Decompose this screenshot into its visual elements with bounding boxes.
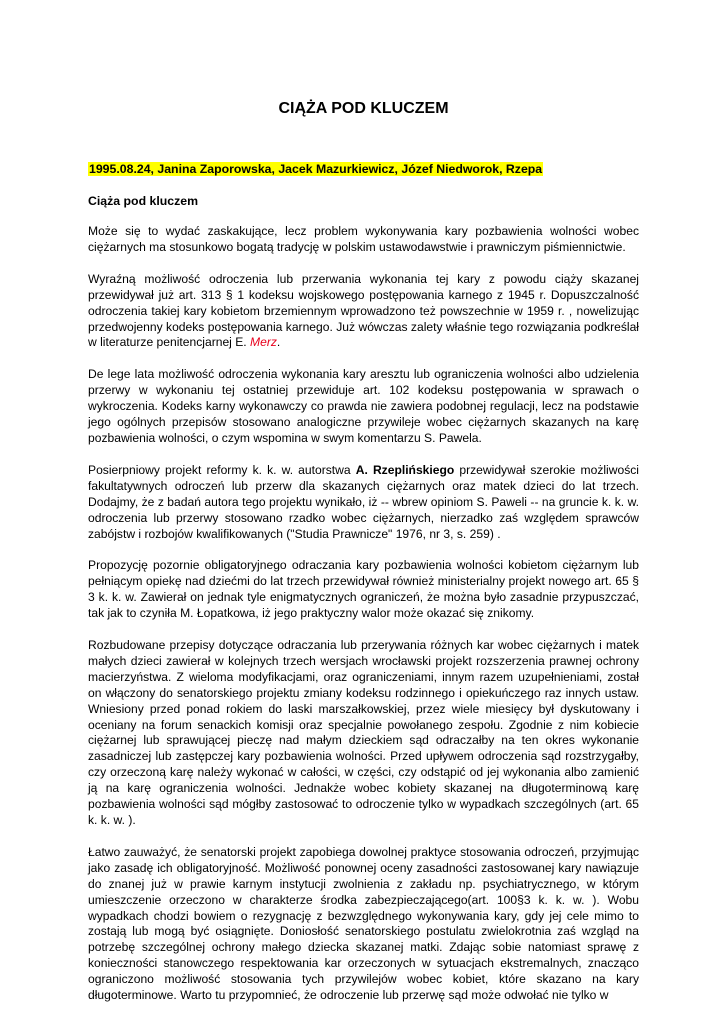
article-body [88, 224, 639, 1020]
author-link-merz[interactable]: Merz [250, 335, 277, 350]
paragraph-2 [88, 272, 639, 352]
paragraph-3: De lege lata możliwość odroczenia wykonania kary aresztu lub ograniczenia wolności albo udzielenia przerwy w wykonaniu tej ostatniej przewiduje art. 102 kodeksu postępowania w sprawach o wykroczenia. Kodeks karny wykonawczy co prawda nie zawiera podobnej regulacji, lecz na podstawie jego ogólnych przepisów stosowano analogiczne przywileje wobec ciężarnych skazanych na karę pozbawienia wolności, o czym wspomina w swym komentarzu S. Pawela. [88, 367, 639, 445]
article-meta [88, 162, 543, 177]
paragraph-4-text: Posierpniowy projekt reformy k. k. w. autorstwa [88, 462, 356, 477]
paragraph-1: Może się to wydać zaskakujące, lecz problem wykonywania kary pozbawienia wolności wobec ciężarnych ma stosunkowo bogatą tradycję w polskim ustawodawstwie i prawniczym piśmiennictwie. [88, 224, 639, 254]
article-subtitle: Ciąża pod kluczem [88, 194, 199, 208]
paragraph-4 [88, 463, 639, 543]
paragraph-2-end: . [276, 335, 281, 350]
document-title: CIĄŻA POD KLUCZEM [278, 100, 449, 117]
paragraph-6: Rozbudowane przepisy dotyczące odraczania lub przerywania różnych kar wobec ciężarnych i matek małych dzieci zawierał w kolejnych trzech wersjach wrocławski projekt rozszerzenia prawnej ochrony macierzyństwa. Z wieloma modyfikacjami, oraz ograniczeniami, innym razem uzupełnieniami, został on włączony do senatorskiego projektu zmiany kodeksu rodzinnego i opiekuńczego raz innych ustaw. Wniesiony przed ponad rokiem do laski marszałkowskiej, przez wiele miesięcy był dyskutowany i oceniany na forum senackich komisji oraz specjalnie powołanego zespołu. Zgodnie z nim kobiecie ciężarnej lub sprawującej pieczę nad małym dzieckiem sąd odraczałby na ten okres wykonanie zasadniczej lub zastępczej kary pozbawienia wolności. Przed upływem odroczenia sąd rozstrzygałby, czy orzeczoną karę należy wykonać w całości, w części, czy odstąpić od jej wykonania albo zamienić ją na karę ograniczenia wolności. Jednakże wobec kobiety skazanej na długoterminową karę pozbawienia wolności sąd mógłby zastosować to odroczenie tylko w wypadkach szczególnych (art. 65 k. k. w. ). [88, 638, 639, 827]
paragraph-4-rest: przewidywał szerokie możliwości fakultatywnych odroczeń lub przerw dla skazanych ciężarnych oraz matek dzieci do lat trzech. Dodajmy, że z badań autora tego projektu wynikało, iż -- wbrew opiniom S. Paweli -- na gruncie k. k. w. odroczenia lub przerwy stosowano rzadko wobec ciężarnych, nierzadko zaś względem sprawców zabójstw i rozbojów kwalifikowanych ("Studia Prawnicze" 1976, nr 3, s. 259) . [88, 462, 639, 541]
author-name-rzeplinski: A. Rzeplińskiego [355, 462, 455, 477]
article-meta-highlight: 1995.08.24, Janina Zaporowska, Jacek Mazurkiewicz, Józef Niedworok, Rzepa [89, 162, 543, 176]
paragraph-7: Łatwo zauważyć, że senatorski projekt zapobiega dowolnej praktyce stosowania odroczeń, przyjmując jako zasadę ich obligatoryjność. Możliwość ponownej oceny zasadności zastosowanej kary nawiązuje do znanej już w prawie karnym instytucji zwolnienia z zakładu np. psychiatrycznego, w którym umieszczenie orzeczono w charakterze środka zabezpieczającego(art. 100§3 k. k. w. ). Wobu wypadkach chodzi bowiem o rezygnację z bezwzględnego wykonywania kary, gdy jej cele mimo to zostają lub mogą być osiągnięte. Doniosłość senatorskiego postulatu zwielokrotnia zaś wzgląd na potrzebę szczególnej ochrony małego dziecka skazanej matki. Zdając sobie natomiast sprawę z konieczności stanowczego respektowania kar orzeczonych w sytuacjach ekstremalnych, znacząco ograniczono możliwość stosowania tych przywilejów wobec kobiet, które skazano na kary długoterminowe. Warto tu przypomnieć, że odroczenie lub przerwę sąd może odwołać nie tylko w [88, 844, 639, 1003]
paragraph-2-text: Wyraźną możliwość odroczenia lub przerwania wykonania tej kary z powodu ciąży skazanej przewidywał już art. 313 § 1 kodeksu wojskowego postępowania karnego z 1945 r. Dopuszczalność odroczenia takiej kary kobietom brzemiennym wprowadzono też powszechnie w 1959 r. , nowelizując przedwojenny kodeks postępowania karnego. Już wówczas zalety właśnie tego rozwiązania podkreślał w literaturze penitencjarnej E. [88, 271, 639, 350]
paragraph-5: Propozycję pozornie obligatoryjnego odraczania kary pozbawienia wolności kobietom ciężarnym lub pełniącym opiekę nad dziećmi do lat trzech przewidywał również ministerialny projekt nowego art. 65 § 3 k. k. w. Zawierał on jednak tyle enigmatycznych ograniczeń, że można było zasadnie przypuszczać, tak jak to czyniła M. Łopatkowa, iż jego praktyczny walor może okazać się znikomy. [88, 558, 639, 621]
